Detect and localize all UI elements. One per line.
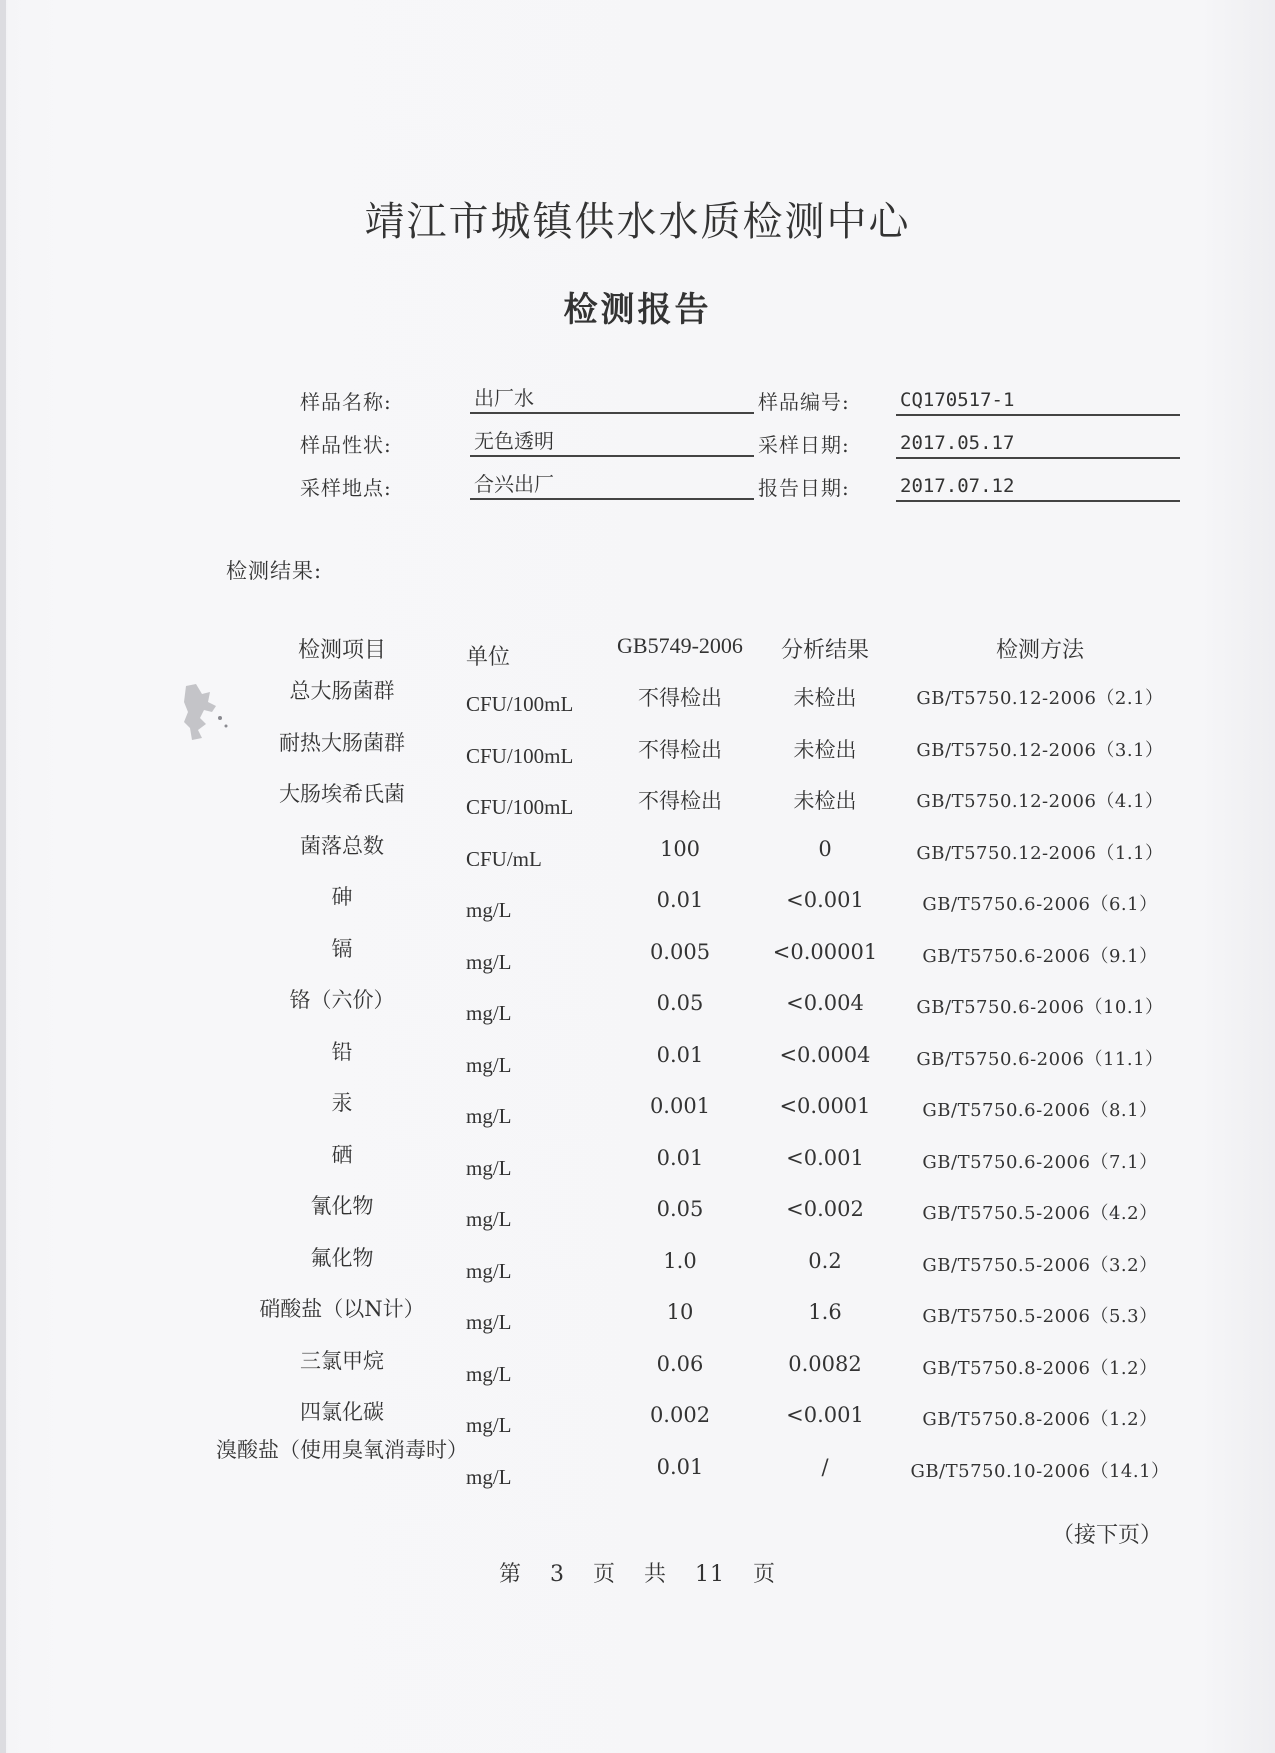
method-cell: GB/T5750.6-2006（8.1） [922,1100,1158,1121]
item-cell: 菌落总数 [300,833,384,858]
report-date-value: 2017.07.12 [896,472,1180,502]
table-row [0,781,1275,831]
pagination [0,1557,1275,1588]
method-cell: GB/T5750.8-2006（1.2） [922,1357,1158,1379]
standard-cell: 不得检出 [638,737,722,762]
standard-cell: 0.01 [656,1042,704,1067]
sampling-location-label: 采样地点: [300,476,392,500]
column-header-standard: GB5749-2006 [617,633,743,658]
unit-cell: mg/L [466,1155,512,1180]
item-cell: 溴酸盐（使用臭氧消毒时） [216,1437,468,1462]
continue-note: （接下页） [1052,1523,1163,1548]
result-cell: 1.6 [808,1300,842,1324]
item-cell: 汞 [331,1091,353,1115]
unit-cell: mg/L [466,1104,512,1128]
table-row [0,1142,1275,1192]
method-cell: GB/T5750.5-2006（3.2） [922,1254,1158,1276]
table-row [0,1193,1275,1243]
result-cell: <0.001 [786,1145,864,1170]
table-row [0,1245,1275,1295]
standard-cell: 1.0 [663,1248,697,1273]
item-cell: 耐热大肠菌群 [279,730,405,755]
method-cell: GB/T5750.6-2006（7.1） [922,1151,1158,1173]
result-cell: <0.001 [786,1403,864,1427]
item-cell: 氰化物 [310,1194,374,1218]
page-current: 3 [549,1562,565,1587]
unit-cell: mg/L [466,949,512,974]
standard-cell: 0.005 [649,939,711,964]
standard-cell: 0.01 [656,1145,704,1170]
sample-appearance-label: 样品性状: [300,433,392,457]
sample-name-value: 出厂水 [470,384,754,414]
organization-title: 靖江市城镇供水水质检测中心 [364,199,911,245]
result-cell: 0 [818,836,832,861]
standard-cell: 0.01 [656,1454,704,1479]
item-cell: 硒 [331,1142,353,1167]
unit-cell: mg/L [466,1258,512,1283]
method-cell: GB/T5750.10-2006（14.1） [910,1460,1170,1482]
column-header-result: 分析结果 [780,638,869,663]
method-cell: GB/T5750.12-2006（4.1） [916,791,1164,812]
standard-cell: 0.05 [656,991,704,1015]
method-cell: GB/T5750.12-2006（1.1） [916,842,1164,864]
page-mid: 页 [592,1562,616,1587]
method-cell: GB/T5750.5-2006（4.2） [922,1203,1158,1224]
standard-cell: 不得检出 [638,686,722,710]
table-row [0,936,1275,986]
result-cell: 0.0082 [788,1351,862,1376]
result-cell: <0.00001 [772,939,878,964]
table-row [0,833,1275,883]
result-cell: <0.0004 [779,1042,871,1067]
standard-cell: 0.001 [649,1094,711,1118]
result-cell: 未检出 [793,789,857,813]
method-cell: GB/T5750.6-2006（9.1） [922,945,1158,967]
column-header-item: 检测项目 [297,638,386,663]
standard-cell: 100 [659,836,701,861]
item-cell: 氟化物 [310,1245,374,1270]
table-row [0,1437,1275,1501]
page-prefix: 第 [498,1562,522,1587]
standard-cell: 不得检出 [638,789,722,813]
result-cell: <0.001 [786,888,864,912]
standard-cell: 0.01 [656,888,704,912]
method-cell: GB/T5750.12-2006（3.1） [916,739,1164,761]
results-label: 检测结果: [226,559,323,583]
sampling-location-value: 合兴出厂 [470,470,754,500]
item-cell: 铬（六价） [289,988,395,1012]
table-row [0,1039,1275,1089]
report-title: 检测报告 [563,290,712,330]
method-cell: GB/T5750.6-2006（10.1） [916,997,1164,1018]
table-row [0,1348,1275,1398]
result-cell: <0.004 [786,991,864,1015]
item-cell: 四氯化碳 [300,1400,384,1424]
unit-cell: mg/L [466,1207,512,1231]
unit-cell: CFU/100mL [466,795,574,819]
table-row [0,1296,1275,1346]
method-cell: GB/T5750.8-2006（1.2） [922,1409,1158,1430]
sample-code-label: 样品编号: [758,390,850,414]
sample-code-value: CQ170517-1 [896,386,1180,416]
method-cell: GB/T5750.12-2006（2.1） [916,688,1164,709]
standard-cell: 0.06 [656,1351,704,1376]
standard-cell: 10 [666,1300,694,1324]
standard-cell: 0.05 [656,1197,704,1221]
standard-cell: 0.002 [649,1403,711,1427]
unit-cell: CFU/100mL [466,692,574,716]
unit-cell: mg/L [466,1413,512,1437]
item-cell: 铅 [331,1039,353,1064]
item-cell: 总大肠菌群 [289,679,395,703]
item-cell: 镉 [331,936,353,961]
result-cell: <0.0001 [779,1094,871,1118]
sampling-date-value: 2017.05.17 [896,429,1180,459]
unit-cell: CFU/mL [466,846,542,871]
item-cell: 大肠埃希氏菌 [279,782,405,806]
unit-cell: mg/L [466,1361,512,1386]
unit-cell: CFU/100mL [466,743,574,768]
unit-cell: mg/L [466,898,512,922]
method-cell: GB/T5750.6-2006（11.1） [916,1048,1164,1070]
unit-cell: mg/L [466,1052,512,1077]
unit-cell: mg/L [466,1464,512,1489]
item-cell: 硝酸盐（以N计） [259,1297,425,1321]
item-cell: 三氯甲烷 [300,1348,384,1373]
sample-appearance-value: 无色透明 [470,427,754,457]
method-cell: GB/T5750.5-2006（5.3） [922,1306,1158,1327]
page-suffix: 页 [753,1562,777,1587]
unit-cell: mg/L [466,1001,512,1025]
result-cell: / [821,1454,829,1479]
method-cell: GB/T5750.6-2006（6.1） [922,894,1158,915]
table-row [0,1399,1275,1449]
page-total-prefix: 共 [644,1562,668,1587]
sampling-date-label: 采样日期: [758,433,850,457]
column-header-method: 检测方法 [995,638,1084,663]
result-cell: 未检出 [793,686,857,710]
table-row [0,1090,1275,1140]
table-row [0,884,1275,934]
table-row [0,987,1275,1037]
column-header-unit: 单位 [466,645,511,670]
scan-smudge [182,682,232,744]
unit-cell: mg/L [466,1310,512,1334]
item-cell: 砷 [331,885,353,909]
sample-name-label: 样品名称: [300,390,392,414]
result-cell: <0.002 [786,1197,864,1221]
report-date-label: 报告日期: [758,476,850,500]
result-cell: 0.2 [808,1248,842,1273]
result-cell: 未检出 [793,737,857,762]
page-total: 11 [695,1562,726,1587]
